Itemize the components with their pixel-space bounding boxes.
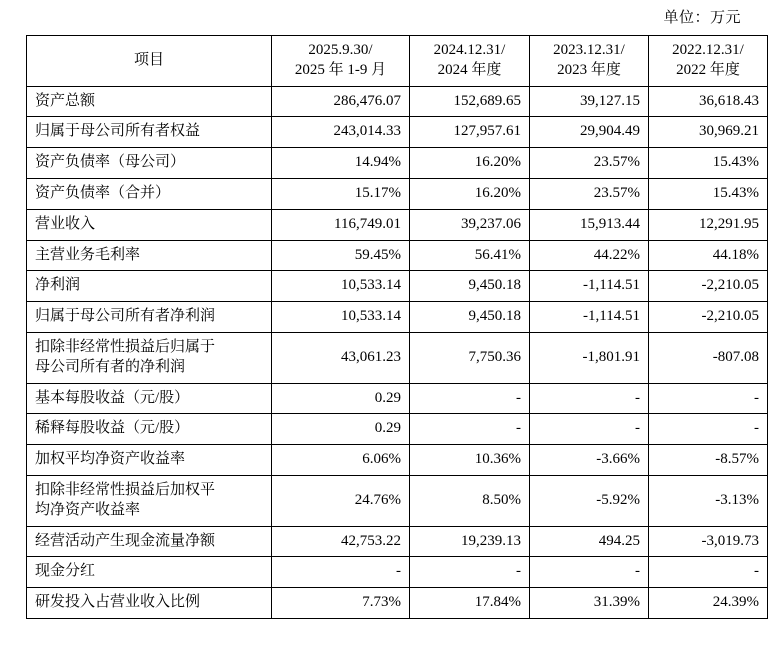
header-cell-period-1 — [272, 36, 410, 87]
table-header — [27, 36, 768, 87]
table-row — [27, 445, 768, 476]
row-value: 152,689.65 — [410, 86, 530, 117]
row-value: - — [530, 383, 649, 414]
header-period-4-line1: 2022.12.31/ — [672, 42, 744, 58]
row-label: 稀释每股收益（元/股） — [27, 414, 272, 445]
row-value: 10,533.14 — [272, 302, 410, 333]
row-label: 归属于母公司所有者净利润 — [27, 302, 272, 333]
row-value: 30,969.21 — [649, 117, 768, 148]
row-value: 36,618.43 — [649, 86, 768, 117]
header-period-4-line2: 2022 年度 — [676, 61, 740, 78]
row-value: 39,127.15 — [530, 86, 649, 117]
row-label: 营业收入 — [27, 209, 272, 240]
row-value: 29,904.49 — [530, 117, 649, 148]
table-body — [27, 86, 768, 618]
row-value: - — [272, 557, 410, 588]
row-value: -3.66% — [530, 445, 649, 476]
row-value: - — [530, 414, 649, 445]
row-value: 286,476.07 — [272, 86, 410, 117]
table-row — [27, 383, 768, 414]
row-value: -2,210.05 — [649, 271, 768, 302]
row-label: 现金分红 — [27, 557, 272, 588]
row-value: 31.39% — [530, 588, 649, 619]
table-header-row — [27, 36, 768, 87]
row-value: -3.13% — [649, 475, 768, 526]
row-value: 10,533.14 — [272, 271, 410, 302]
table-row — [27, 209, 768, 240]
row-value: 56.41% — [410, 240, 530, 271]
row-value: 9,450.18 — [410, 271, 530, 302]
header-cell-period-4 — [649, 36, 768, 87]
header-period-3-line2: 2023 年度 — [557, 61, 621, 78]
row-value: 0.29 — [272, 414, 410, 445]
header-cell-period-2 — [410, 36, 530, 87]
row-label: 加权平均净资产收益率 — [27, 445, 272, 476]
row-label: 研发投入占营业收入比例 — [27, 588, 272, 619]
row-value: 7,750.36 — [410, 332, 530, 383]
table-row — [27, 332, 768, 383]
header-cell-period-3 — [530, 36, 649, 87]
table-row — [27, 148, 768, 179]
row-value: 494.25 — [530, 526, 649, 557]
row-value: 23.57% — [530, 178, 649, 209]
row-value: 23.57% — [530, 148, 649, 179]
row-label: 扣除非经常性损益后归属于 母公司所有者的净利润 — [27, 332, 272, 383]
row-value: 14.94% — [272, 148, 410, 179]
row-value: - — [649, 414, 768, 445]
table-row — [27, 475, 768, 526]
row-value: 15.43% — [649, 148, 768, 179]
row-value: 6.06% — [272, 445, 410, 476]
header-period-1-line1: 2025.9.30/ — [308, 42, 373, 58]
row-label: 资产负债率（合并） — [27, 178, 272, 209]
row-value: -1,114.51 — [530, 271, 649, 302]
row-label: 基本每股收益（元/股） — [27, 383, 272, 414]
header-cell-item — [27, 36, 272, 87]
row-value: - — [530, 557, 649, 588]
financial-summary-table — [26, 35, 768, 619]
row-label: 扣除非经常性损益后加权平 均净资产收益率 — [27, 475, 272, 526]
table-row — [27, 526, 768, 557]
row-value: -8.57% — [649, 445, 768, 476]
row-value: - — [410, 383, 530, 414]
row-value: 12,291.95 — [649, 209, 768, 240]
table-row — [27, 86, 768, 117]
row-value: - — [649, 557, 768, 588]
table-row — [27, 240, 768, 271]
row-value: 9,450.18 — [410, 302, 530, 333]
row-value: 15.17% — [272, 178, 410, 209]
row-value: 24.39% — [649, 588, 768, 619]
row-value: 127,957.61 — [410, 117, 530, 148]
header-period-2-line1: 2024.12.31/ — [433, 42, 506, 58]
row-value: 42,753.22 — [272, 526, 410, 557]
row-value: 59.45% — [272, 240, 410, 271]
table-row — [27, 271, 768, 302]
row-value: 10.36% — [410, 445, 530, 476]
table-row — [27, 557, 768, 588]
row-value: - — [410, 414, 530, 445]
row-label: 归属于母公司所有者权益 — [27, 117, 272, 148]
table-row — [27, 117, 768, 148]
row-value: 44.18% — [649, 240, 768, 271]
row-value: 19,239.13 — [410, 526, 530, 557]
row-value: 17.84% — [410, 588, 530, 619]
row-value: -5.92% — [530, 475, 649, 526]
row-value: 7.73% — [272, 588, 410, 619]
row-value: 16.20% — [410, 148, 530, 179]
row-value: 44.22% — [530, 240, 649, 271]
row-value: -2,210.05 — [649, 302, 768, 333]
row-value: 0.29 — [272, 383, 410, 414]
row-value: 39,237.06 — [410, 209, 530, 240]
header-period-3-line1: 2023.12.31/ — [553, 42, 625, 58]
row-value: -1,801.91 — [530, 332, 649, 383]
row-value: 8.50% — [410, 475, 530, 526]
header-item-label: 项目 — [133, 51, 164, 68]
row-value: - — [410, 557, 530, 588]
table-row — [27, 588, 768, 619]
row-value: -3,019.73 — [649, 526, 768, 557]
header-period-2-line2: 2024 年度 — [437, 61, 502, 78]
row-value: 116,749.01 — [272, 209, 410, 240]
header-period-1-line2: 2025 年 1-9 月 — [294, 61, 387, 78]
row-value: 15.43% — [649, 178, 768, 209]
row-label: 资产总额 — [27, 86, 272, 117]
row-label: 经营活动产生现金流量净额 — [27, 526, 272, 557]
row-label: 主营业务毛利率 — [27, 240, 272, 271]
row-value: -807.08 — [649, 332, 768, 383]
row-value: 16.20% — [410, 178, 530, 209]
row-value: 243,014.33 — [272, 117, 410, 148]
row-value: 43,061.23 — [272, 332, 410, 383]
row-value: -1,114.51 — [530, 302, 649, 333]
table-row — [27, 414, 768, 445]
row-value: 24.76% — [272, 475, 410, 526]
table-row — [27, 178, 768, 209]
row-label: 净利润 — [27, 271, 272, 302]
row-value: - — [649, 383, 768, 414]
unit-note: 单位：万元 — [663, 10, 741, 26]
row-value: 15,913.44 — [530, 209, 649, 240]
row-label: 资产负债率（母公司） — [27, 148, 272, 179]
table-row — [27, 302, 768, 333]
